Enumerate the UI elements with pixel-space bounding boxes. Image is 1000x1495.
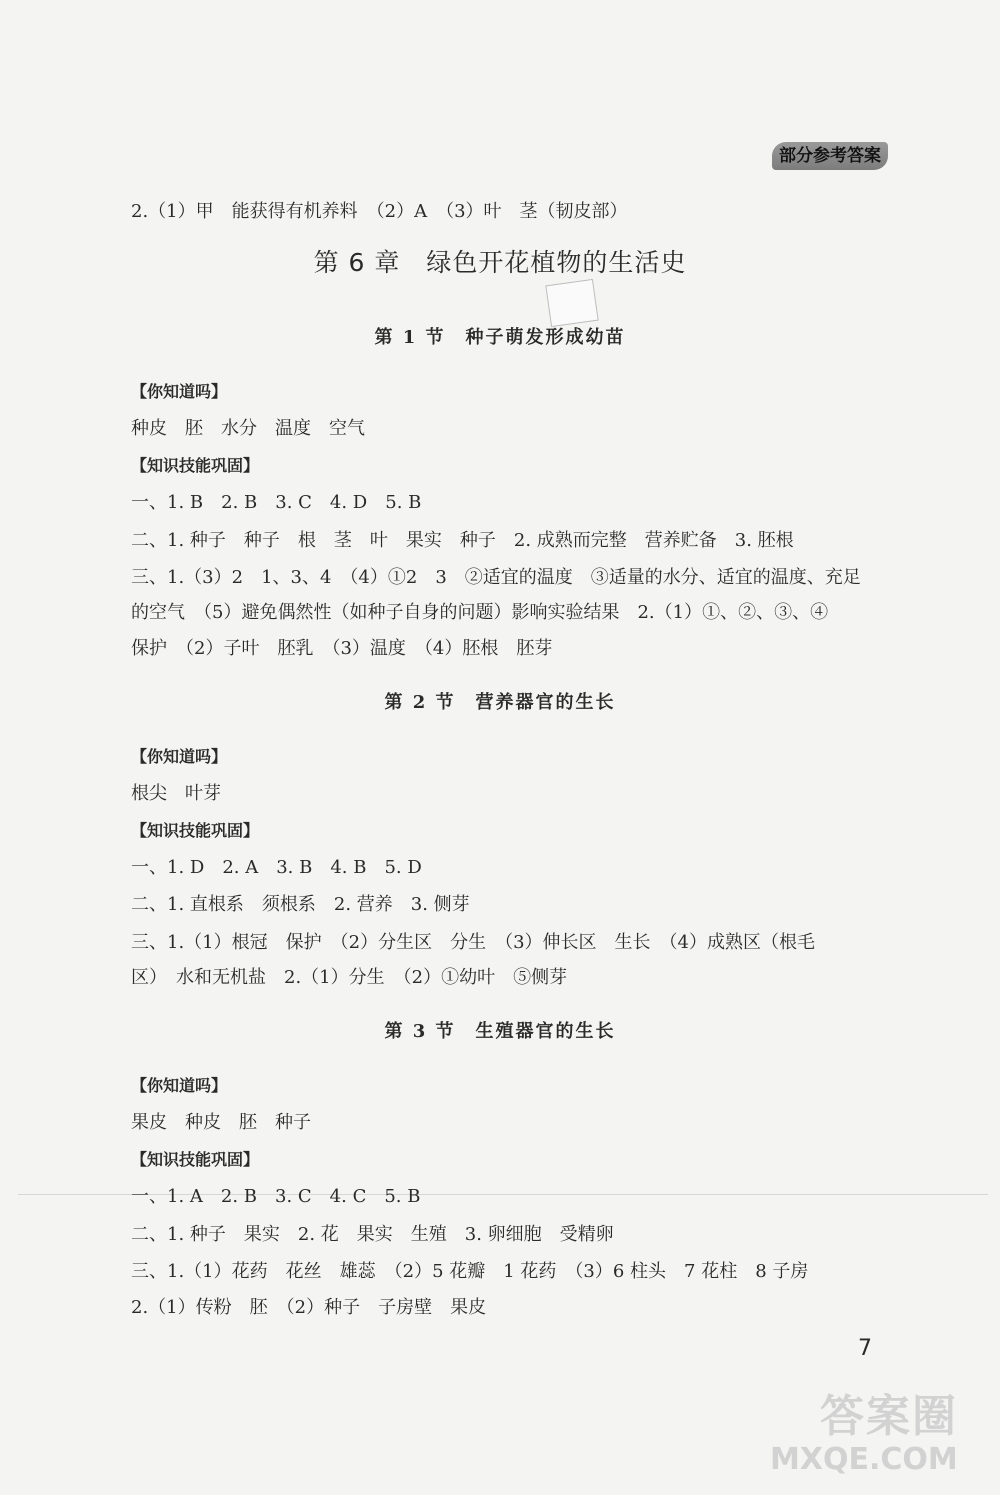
section-2-line-2: 二、1. 直根系 须根系 2. 营养 3. 侧芽 bbox=[131, 894, 470, 915]
top-answer-line: 2.（1）甲 能获得有机养料 （2）A （3）叶 茎（韧皮部） bbox=[131, 201, 628, 222]
section-3-line-2: 二、1. 种子 果实 2. 花 果实 生殖 3. 卵细胞 受精卵 bbox=[131, 1224, 614, 1245]
section-1-line-4: 的空气 （5）避免偶然性（如种子自身的问题）影响实验结果 2.（1）①、②、③、④ bbox=[131, 602, 829, 623]
section-2-line-1: 一、1. D 2. A 3. B 4. B 5. D bbox=[131, 857, 422, 878]
watermark-logo: 答案圈 bbox=[820, 1391, 958, 1442]
section-1-line-1: 一、1. B 2. B 3. C 4. D 5. B bbox=[131, 492, 422, 513]
section-3-know-answer: 果皮 种皮 胚 种子 bbox=[131, 1112, 311, 1133]
section-2-title: 第 2 节 营养器官的生长 bbox=[384, 692, 616, 713]
section-1-title: 第 1 节 种子萌发形成幼苗 bbox=[374, 327, 626, 348]
section-1-know-answer: 种皮 胚 水分 温度 空气 bbox=[131, 418, 365, 439]
section-2-know-heading: 【你知道吗】 bbox=[131, 747, 228, 766]
section-2-line-4: 区） 水和无机盐 2.（1）分生 （2）①幼叶 ⑤侧芽 bbox=[131, 967, 568, 988]
section-2-line-3: 三、1.（1）根冠 保护 （2）分生区 分生 （3）伸长区 生长 （4）成熟区（根毛 bbox=[131, 932, 815, 953]
section-2-skill-heading: 【知识技能巩固】 bbox=[131, 821, 260, 840]
page-number: 7 bbox=[858, 1336, 872, 1361]
section-1-skill-heading: 【知识技能巩固】 bbox=[131, 456, 260, 475]
section-1-know-heading: 【你知道吗】 bbox=[131, 382, 228, 401]
section-3-know-heading: 【你知道吗】 bbox=[131, 1076, 228, 1095]
section-2-know-answer: 根尖 叶芽 bbox=[131, 783, 221, 804]
chapter-title: 第 6 章 绿色开花植物的生活史 bbox=[313, 248, 687, 277]
section-1-line-5: 保护 （2）子叶 胚乳 （3）温度 （4）胚根 胚芽 bbox=[131, 638, 553, 659]
section-3-line-4: 2.（1）传粉 胚 （2）种子 子房壁 果皮 bbox=[131, 1297, 487, 1318]
stamp-logo-icon bbox=[545, 279, 598, 327]
watermark-url: MXQE.COM bbox=[770, 1442, 958, 1477]
section-1-line-3: 三、1.（3）2 1、3、4 （4）①2 3 ②适宜的温度 ③适量的水分、适宜的温度、充足 bbox=[131, 567, 861, 588]
section-3-line-3: 三、1.（1）花药 花丝 雄蕊 （2）5 花瓣 1 花药 （3）6 柱头 7 花柱 8 子房 bbox=[131, 1261, 809, 1282]
section-1-line-2: 二、1. 种子 种子 根 茎 叶 果实 种子 2. 成熟而完整 营养贮备 3. 胚根 bbox=[131, 530, 794, 551]
section-3-skill-heading: 【知识技能巩固】 bbox=[131, 1150, 260, 1169]
header-tag: 部分参考答案 bbox=[772, 142, 888, 170]
section-3-line-1: 一、1. A 2. B 3. C 4. C 5. B bbox=[131, 1186, 421, 1207]
section-3-title: 第 3 节 生殖器官的生长 bbox=[384, 1021, 616, 1042]
